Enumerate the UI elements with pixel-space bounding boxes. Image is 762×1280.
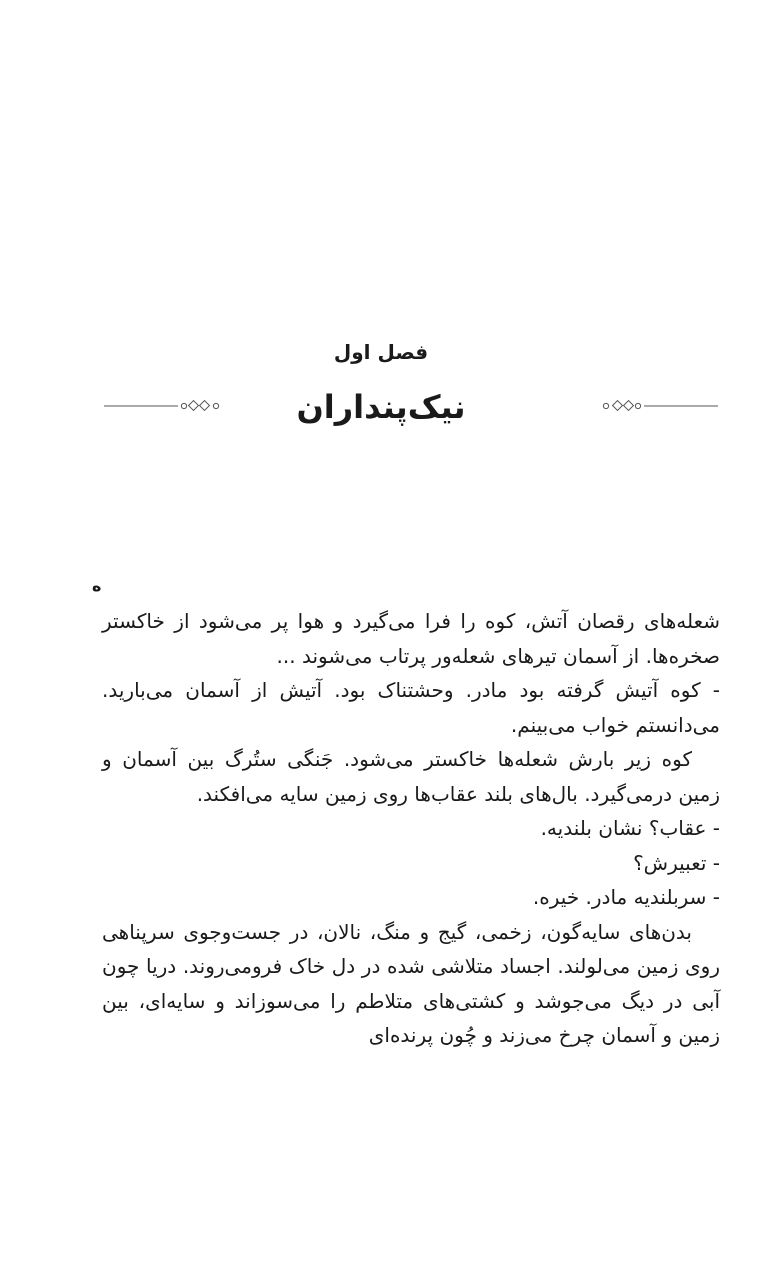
section-marker: ه: [92, 576, 102, 595]
chapter-label: فصل اول: [333, 340, 429, 364]
dialogue-line: - عقاب؟ نشان بلندیه.: [540, 816, 720, 840]
chapter-title: نیک‌پنداران: [296, 388, 466, 426]
dialogue-line: - سربلندیه مادر. خیره.: [532, 885, 720, 909]
divider-ornament-left: [102, 398, 222, 414]
paragraph: بدن‌های سایه‌گون، زخمی، گیج و منگ، نالان، در جست‌وجوی سرپناهی روی زمین می‌لولند. اجساد متلاشی شده در دل خاک فرومی‌روند. دریا چون آبی در دیگ می‌جوشد و کشتی‌های متلاطم را می‌سوزاند و سایه‌ای، بین زمین و آسمان چرخ می‌زند و چُون پرنده‌ای: [102, 919, 720, 1047]
dialogue-line: - کوه آتیش گرفته بود مادر. وحشتناک بود. آتیش از آسمان می‌بارید. می‌دانستم خواب می‌بینم.: [102, 678, 720, 737]
dialogue-line: - تعبیرش؟: [633, 850, 720, 875]
paragraph: شعله‌های رقصان آتش، کوه را فرا می‌گیرد و هوا پر می‌شود از خاکستر صخره‌ها. از آسمان تیرهای شعله‌ور پرتاب می‌شوند ...: [102, 609, 720, 668]
paragraph: کوه زیر بارش شعله‌ها خاکستر می‌شود. جَنگی ستُرگ بین آسمان و زمین درمی‌گیرد. بال‌های بلند عقاب‌ها روی زمین سایه می‌افکند.: [102, 747, 720, 806]
body-text: [102, 604, 720, 1053]
